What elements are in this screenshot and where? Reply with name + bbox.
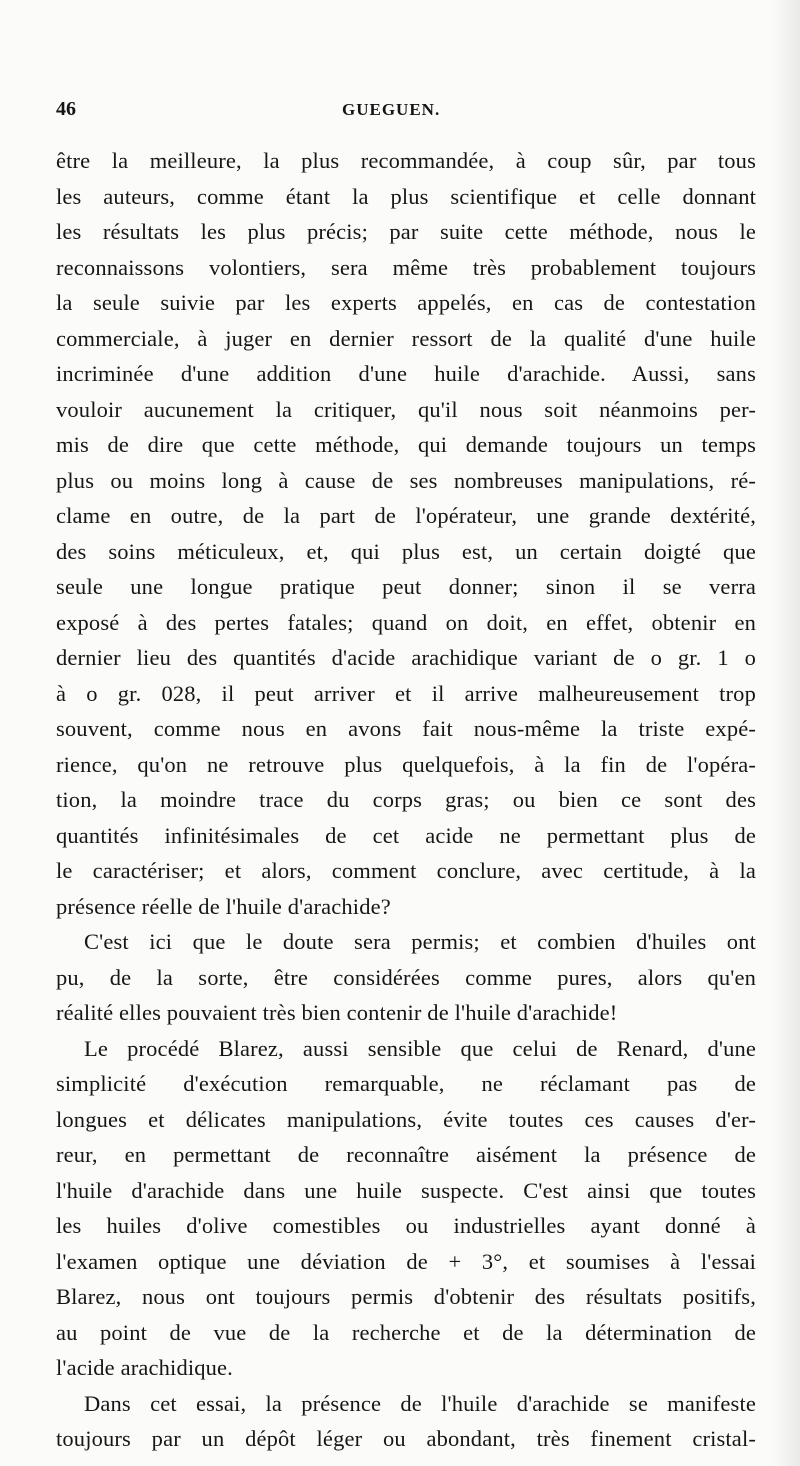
text-line: l'acide arachidique. — [56, 1355, 233, 1380]
text-line: pu, de la sorte, être considérées comme pures, alors qu'en — [56, 964, 756, 990]
text-line: exposé à des pertes fatales; quand on doit, en effet, obtenir en — [56, 609, 756, 635]
text-line: à o gr. 028, il peut arriver et il arrive malheureusement trop — [56, 680, 756, 706]
text-line: être la meilleure, la plus recommandée, à coup sûr, par tous — [56, 148, 756, 173]
paragraph-first-line: Le procédé Blarez, aussi sensible que celui de Renard, d'une — [84, 1035, 756, 1061]
text-line: vouloir aucunement la critiquer, qu'il nous soit néanmoins per- — [56, 396, 756, 422]
paragraph-first-line: C'est ici que le doute sera permis; et combien d'huiles ont — [84, 929, 756, 954]
text-line: seule une longue pratique peut donner; sinon il se verra — [56, 574, 756, 599]
text-line: la seule suivie par les experts appelés, en cas de contestation — [56, 290, 756, 315]
text-line: quantités infinitésimales de cet acide ne permettant plus de — [56, 822, 756, 848]
text-line: les auteurs, comme étant la plus scientifique et celle donnant — [56, 183, 756, 209]
text-line: incriminée d'une addition d'une huile d'arachide. Aussi, sans — [56, 361, 756, 386]
text-line: longues et délicates manipulations, évite toutes ces causes d'er- — [56, 1106, 756, 1132]
text-line: au point de vue de la recherche et de la détermination de — [56, 1319, 756, 1345]
text-line: souvent, comme nous en avons fait nous-même la triste expé- — [56, 716, 756, 741]
text-line: les résultats les plus précis; par suite cette méthode, nous le — [56, 219, 756, 244]
text-line: reconnaissons volontiers, sera même très probablement toujours — [56, 254, 756, 280]
text-line: dernier lieu des quantités d'acide arachidique variant de o gr. 1 o — [56, 645, 756, 670]
text-line: tion, la moindre trace du corps gras; ou bien ce sont des — [56, 787, 756, 812]
page-number: 46 — [56, 98, 76, 120]
text-line: clame en outre, de la part de l'opérateur, une grande dextérité, — [56, 503, 756, 528]
page-header — [56, 98, 756, 128]
paragraph-first-line: Dans cet essai, la présence de l'huile d'arachide se manifeste — [84, 1390, 756, 1416]
text-line: simplicité d'exécution remarquable, ne réclamant pas de — [56, 1071, 756, 1096]
text-line: présence réelle de l'huile d'arachide? — [56, 893, 391, 919]
text-line: des soins méticuleux, et, qui plus est, un certain doigté que — [56, 538, 756, 564]
text-line: mis de dire que cette méthode, qui demande toujours un temps — [56, 432, 756, 457]
running-head: GUEGUEN. — [342, 100, 441, 119]
text-line: reur, en permettant de reconnaître aisément la présence de — [56, 1142, 756, 1167]
text-line: l'huile d'arachide dans une huile suspecte. C'est ainsi que toutes — [56, 1177, 756, 1203]
text-line: le caractériser; et alors, comment conclure, avec certitude, à la — [56, 858, 756, 883]
text-line: toujours par un dépôt léger ou abondant, très finement cristal- — [56, 1426, 756, 1451]
body-text — [56, 143, 756, 1457]
text-line: réalité elles pouvaient très bien contenir de l'huile d'arachide! — [56, 1000, 618, 1025]
text-line: les huiles d'olive comestibles ou industrielles ayant donné à — [56, 1213, 756, 1238]
text-line: plus ou moins long à cause de ses nombreuses manipulations, ré- — [56, 467, 756, 493]
text-line: l'examen optique une déviation de + 3°, et soumises à l'essai — [56, 1248, 756, 1274]
text-line: commerciale, à juger en dernier ressort de la qualité d'une huile — [56, 325, 756, 351]
page-edge-shadow — [772, 0, 800, 1466]
text-line: Blarez, nous ont toujours permis d'obtenir des résultats positifs, — [56, 1284, 756, 1309]
text-line: rience, qu'on ne retrouve plus quelquefois, à la fin de l'opéra- — [56, 751, 756, 777]
